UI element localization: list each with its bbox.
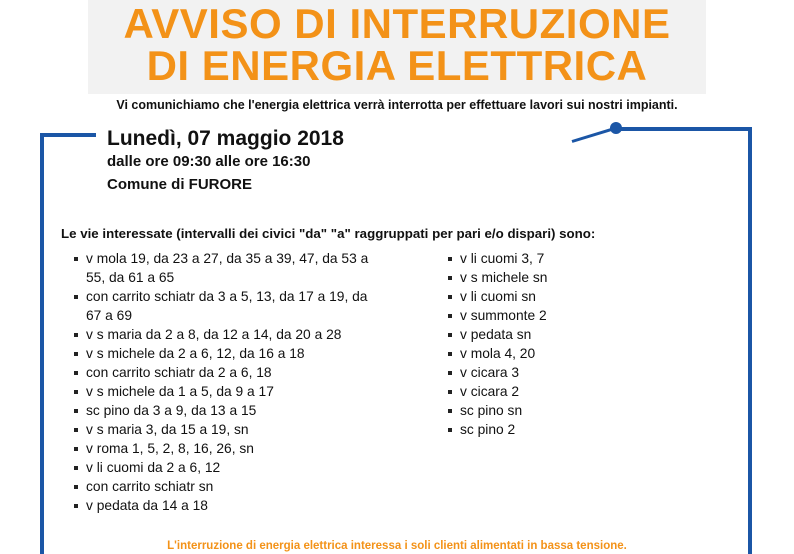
streets-list-left bbox=[74, 249, 374, 515]
list-item: v cicara 2 bbox=[448, 382, 668, 401]
list-item: v s maria da 2 a 8, da 12 a 14, da 20 a 28 bbox=[74, 325, 374, 344]
list-item: v mola 4, 20 bbox=[448, 344, 668, 363]
list-item: con carrito schiatr da 2 a 6, 18 bbox=[74, 363, 374, 382]
notice-title bbox=[0, 0, 794, 89]
list-item: v s maria 3, da 15 a 19, sn bbox=[74, 420, 374, 439]
frame-right-border bbox=[748, 127, 752, 554]
list-item: sc pino sn bbox=[448, 401, 668, 420]
title-line-1: AVVISO DI INTERRUZIONE bbox=[123, 0, 671, 47]
list-item: v pedata sn bbox=[448, 325, 668, 344]
outage-comune: Comune di FURORE bbox=[107, 176, 252, 193]
list-item: v s michele da 1 a 5, da 9 a 17 bbox=[74, 382, 374, 401]
list-item: con carrito schiatr da 3 a 5, 13, da 17 a 19, da 67 a 69 bbox=[74, 287, 374, 325]
frame-plug-dot bbox=[610, 122, 622, 134]
title-line-2: DI ENERGIA ELETTRICA bbox=[146, 42, 648, 89]
frame-right-top-border bbox=[618, 127, 752, 131]
frame-top-border bbox=[40, 133, 96, 137]
list-item: v mola 19, da 23 a 27, da 35 a 39, 47, da 53 a 55, da 61 a 65 bbox=[74, 249, 374, 287]
list-item: v li cuomi 3, 7 bbox=[448, 249, 668, 268]
list-item: sc pino da 3 a 9, da 13 a 15 bbox=[74, 401, 374, 420]
list-item: v s michele da 2 a 6, 12, da 16 a 18 bbox=[74, 344, 374, 363]
list-item: v cicara 3 bbox=[448, 363, 668, 382]
outage-date: Lunedì, 07 maggio 2018 bbox=[107, 127, 344, 150]
streets-intro: Le vie interessate (intervalli dei civici "da" "a" raggruppati per pari e/o dispari) sono: bbox=[61, 226, 596, 241]
list-item: v s michele sn bbox=[448, 268, 668, 287]
notice-subtitle: Vi comunichiamo che l'energia elettrica verrà interrotta per effettuare lavori sui nostri impianti. bbox=[116, 98, 678, 112]
streets-list-right bbox=[448, 249, 668, 439]
list-item: sc pino 2 bbox=[448, 420, 668, 439]
list-item: v roma 1, 5, 2, 8, 16, 26, sn bbox=[74, 439, 374, 458]
frame-left-border bbox=[40, 133, 44, 554]
footer-note: L'interruzione di energia elettrica interessa i soli clienti alimentati in bassa tensione. bbox=[167, 540, 627, 552]
list-item: v li cuomi da 2 a 6, 12 bbox=[74, 458, 374, 477]
list-item: v pedata da 14 a 18 bbox=[74, 496, 374, 515]
list-item: v li cuomi sn bbox=[448, 287, 668, 306]
list-item: v summonte 2 bbox=[448, 306, 668, 325]
list-item: con carrito schiatr sn bbox=[74, 477, 374, 496]
outage-hours: dalle ore 09:30 alle ore 16:30 bbox=[107, 153, 311, 170]
